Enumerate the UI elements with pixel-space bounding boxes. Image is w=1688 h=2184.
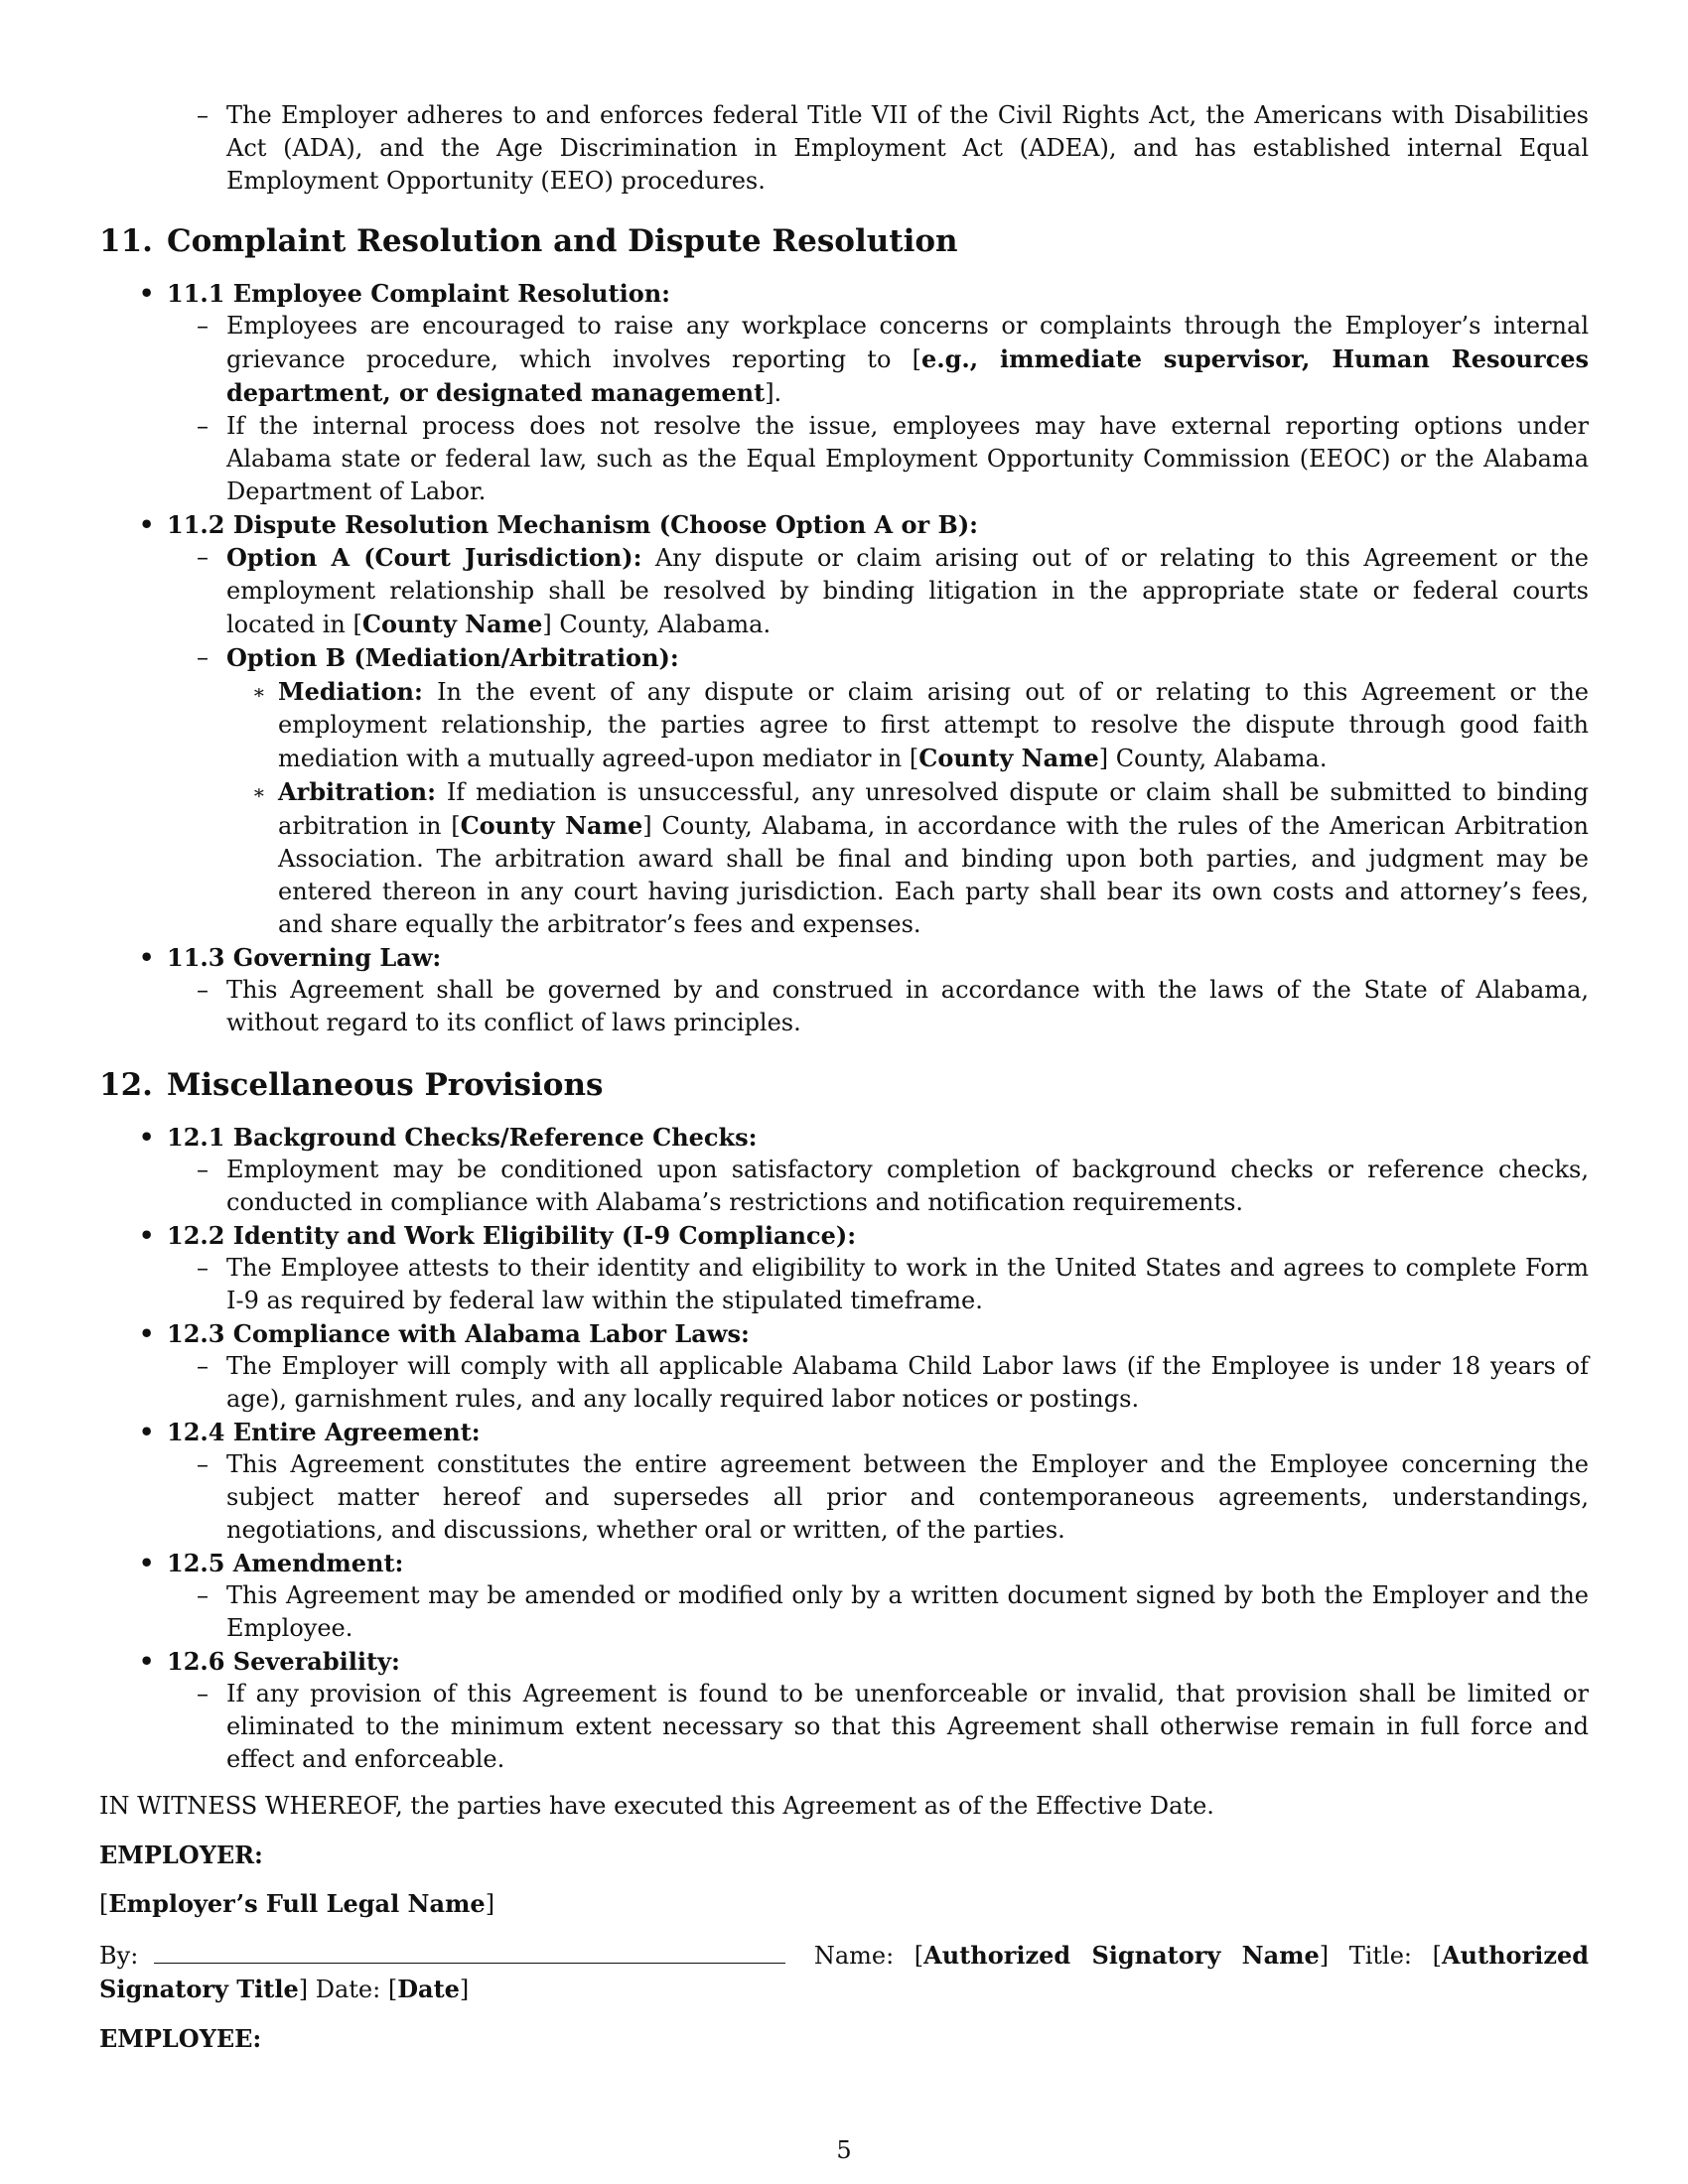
dash-marker: – <box>197 543 209 571</box>
page-content <box>99 99 1589 2055</box>
bullet-icon: • <box>139 1319 155 1348</box>
placeholder-text: County Name <box>361 610 543 638</box>
asterisk-marker: ∗ <box>252 780 266 804</box>
sub-text: This Agreement constitutes the entire agreement between the Employer and the Employee concerning the subject matter hereof and supersedes all prior and contemporaneous agreements, understandings, negotiations, and discussions, whether oral or written, of the parties. <box>226 1450 1589 1544</box>
section-11-title: Complaint Resolution and Dispute Resolution <box>166 223 958 259</box>
sub-text: The Employer will comply with all applicable Alabama Child Labor laws (if the Employee is under 18 years of age), garnishment rules, and any locally required labor notices or postings. <box>226 1352 1589 1413</box>
option-a <box>167 541 1589 641</box>
placeholder-text: e.g., immediate supervisor, Human Resources department, or designated management <box>226 344 1589 407</box>
dash-marker: – <box>197 1352 209 1380</box>
title-label: Title: <box>1348 1942 1413 1970</box>
signatory-title-placeholder: Authorized Signatory Title <box>99 1941 1589 2003</box>
item-title: 11.3 Governing Law: <box>167 943 442 972</box>
option-b-label: Option B (Mediation/Arbitration): <box>226 643 679 672</box>
sub-text: ]. <box>765 379 782 407</box>
dash-marker: – <box>197 976 209 1004</box>
bullet-icon: • <box>139 943 155 972</box>
section-12-title: Miscellaneous Provisions <box>166 1067 604 1103</box>
item-title: 12.2 Identity and Work Eligibility (I-9 Compliance): <box>167 1221 857 1250</box>
sub-item <box>167 410 1589 508</box>
section-11-number: 11. <box>99 223 153 259</box>
page-number: 5 <box>836 2136 852 2164</box>
date-label: Date: <box>315 1976 381 2003</box>
sub-text: If any provision of this Agreement is found to be unenforceable or invalid, that provision shall be limited or eliminated to the minimum extent necessary so that this Agreement shall otherwise remain in full force and effect and enforceable. <box>226 1680 1589 1773</box>
sub-text: This Agreement shall be governed by and construed in accordance with the laws of the State of Alabama, without regard to its conflict of laws principles. <box>226 976 1589 1036</box>
intro-text: The Employer adheres to and enforces federal Title VII of the Civil Rights Act, the Americans with Disabilities Act (ADA), and the Age Discrimination in Employment Act (ADEA), and has established internal Equal Employment Opportunity (EEO) procedures. <box>226 101 1589 195</box>
sub-text: Employees are encouraged to raise any workplace concerns or complaints through the Employer’s internal grievance procedure, which involves reporting to [ <box>226 312 1589 373</box>
dash-marker: – <box>197 1450 209 1478</box>
sub-item <box>167 1678 1589 1776</box>
dash-marker: – <box>197 101 209 129</box>
dash-marker: – <box>197 412 209 440</box>
item-12-2 <box>99 1219 1589 1317</box>
sub-text: This Agreement may be amended or modified only by a written document signed by both the Employer and the Employee. <box>226 1581 1589 1642</box>
dash-marker: – <box>197 312 209 340</box>
sub-item <box>167 1154 1589 1219</box>
sub-text: The Employee attests to their identity and eligibility to work in the United States and agrees to complete Form I-9 as required by federal law within the stipulated timeframe. <box>226 1254 1589 1314</box>
arbitration-label: Arbitration: <box>278 777 436 806</box>
sub-item <box>167 1448 1589 1547</box>
intro-list-item <box>99 99 1589 198</box>
item-title: 12.1 Background Checks/Reference Checks: <box>167 1123 758 1152</box>
item-11-2 <box>99 508 1589 941</box>
item-12-5 <box>99 1547 1589 1645</box>
date-placeholder: Date <box>397 1975 460 2003</box>
signature-line[interactable] <box>154 1937 785 1964</box>
item-title: 11.2 Dispute Resolution Mechanism (Choose Option A or B): <box>167 510 979 539</box>
arbitration-item <box>167 775 1589 941</box>
option-a-text: Any dispute or claim arising out of or relating to this Agreement or the employment relationship shall be resolved by binding litigation in the appropriate state or federal courts located in [ <box>226 544 1589 638</box>
dash-marker: – <box>197 643 209 671</box>
employer-heading: EMPLOYER: <box>99 1841 263 1869</box>
dash-marker: – <box>197 1254 209 1282</box>
bullet-icon: • <box>139 510 155 539</box>
name-label: Name: <box>813 1942 895 1970</box>
item-12-4 <box>99 1416 1589 1547</box>
item-12-3 <box>99 1317 1589 1416</box>
item-12-6 <box>99 1645 1589 1776</box>
item-title: 12.4 Entire Agreement: <box>167 1418 481 1446</box>
signatory-name-placeholder: Authorized Signatory Name <box>923 1941 1320 1970</box>
placeholder-text: County Name <box>460 811 643 840</box>
employee-heading: EMPLOYEE: <box>99 2024 262 2053</box>
option-b <box>167 641 1589 675</box>
item-11-1 <box>99 277 1589 508</box>
section-12-heading <box>99 1065 1589 1105</box>
sub-item <box>167 1252 1589 1317</box>
sub-item <box>167 974 1589 1039</box>
by-label: By: <box>99 1942 139 1970</box>
option-a-label: Option A (Court Jurisdiction): <box>226 543 642 572</box>
mediation-label: Mediation: <box>278 677 423 706</box>
item-12-1 <box>99 1121 1589 1219</box>
bullet-icon: • <box>139 1221 155 1250</box>
witness-statement: IN WITNESS WHEREOF, the parties have executed this Agreement as of the Effective Date. <box>99 1792 1214 1820</box>
section-12-number: 12. <box>99 1067 153 1103</box>
placeholder-text: County Name <box>918 744 1099 772</box>
bullet-icon: • <box>139 1647 155 1676</box>
employer-legal-name: [Employer’s Full Legal Name] <box>99 1889 495 1918</box>
sub-text: ] County, Alabama. <box>542 611 772 638</box>
sub-text: ] County, Alabama. <box>1098 745 1328 772</box>
mediation-text: In the event of any dispute or claim arising out of or relating to this Agreement or the employment relationship, the parties agree to first attempt to resolve the dispute through good faith mediation with a mutually agreed-upon mediator in [ <box>278 678 1589 772</box>
bullet-icon: • <box>139 1418 155 1446</box>
employer-signature-block: By: Name: [Authorized Signatory Name] Title: [Authorized Signatory Title] Date: [Date] <box>99 1937 1589 2006</box>
mediation-item <box>167 675 1589 775</box>
item-title: 12.6 Severability: <box>167 1647 400 1676</box>
bullet-icon: • <box>139 1549 155 1577</box>
sub-item <box>167 1350 1589 1416</box>
asterisk-marker: ∗ <box>252 680 266 704</box>
sub-item <box>167 310 1589 410</box>
item-title: 12.5 Amendment: <box>167 1549 404 1577</box>
dash-marker: – <box>197 1680 209 1707</box>
bullet-icon: • <box>139 279 155 308</box>
dash-marker: – <box>197 1156 209 1183</box>
item-title: 11.1 Employee Complaint Resolution: <box>167 279 671 308</box>
arbitration-text: If mediation is unsuccessful, any unresolved dispute or claim shall be submitted to binding arbitration in [ <box>278 778 1589 840</box>
sub-text: Employment may be conditioned upon satisfactory completion of background checks or reference checks, conducted in compliance with Alabama’s restrictions and notification requirements. <box>226 1156 1589 1216</box>
sub-text: If the internal process does not resolve the issue, employees may have external reporting options under Alabama state or federal law, such as the Equal Employment Opportunity Commission (EEOC) or the Alabama Department of Labor. <box>226 412 1589 505</box>
item-11-3 <box>99 941 1589 1039</box>
sub-text: ] County, Alabama, in accordance with the rules of the American Arbitration Association. The arbitration award shall be final and binding upon both parties, and judgment may be entered thereon in any court having jurisdiction. Each party shall bear its own costs and attorney’s fees, and share equally the arbitrator’s fees and expenses. <box>278 812 1589 938</box>
item-title: 12.3 Compliance with Alabama Labor Laws: <box>167 1319 750 1348</box>
dash-marker: – <box>197 1581 209 1609</box>
employer-name-placeholder: Employer’s Full Legal Name <box>108 1889 486 1918</box>
section-11-heading <box>99 221 1589 261</box>
bullet-icon: • <box>139 1123 155 1152</box>
sub-item <box>167 1579 1589 1645</box>
